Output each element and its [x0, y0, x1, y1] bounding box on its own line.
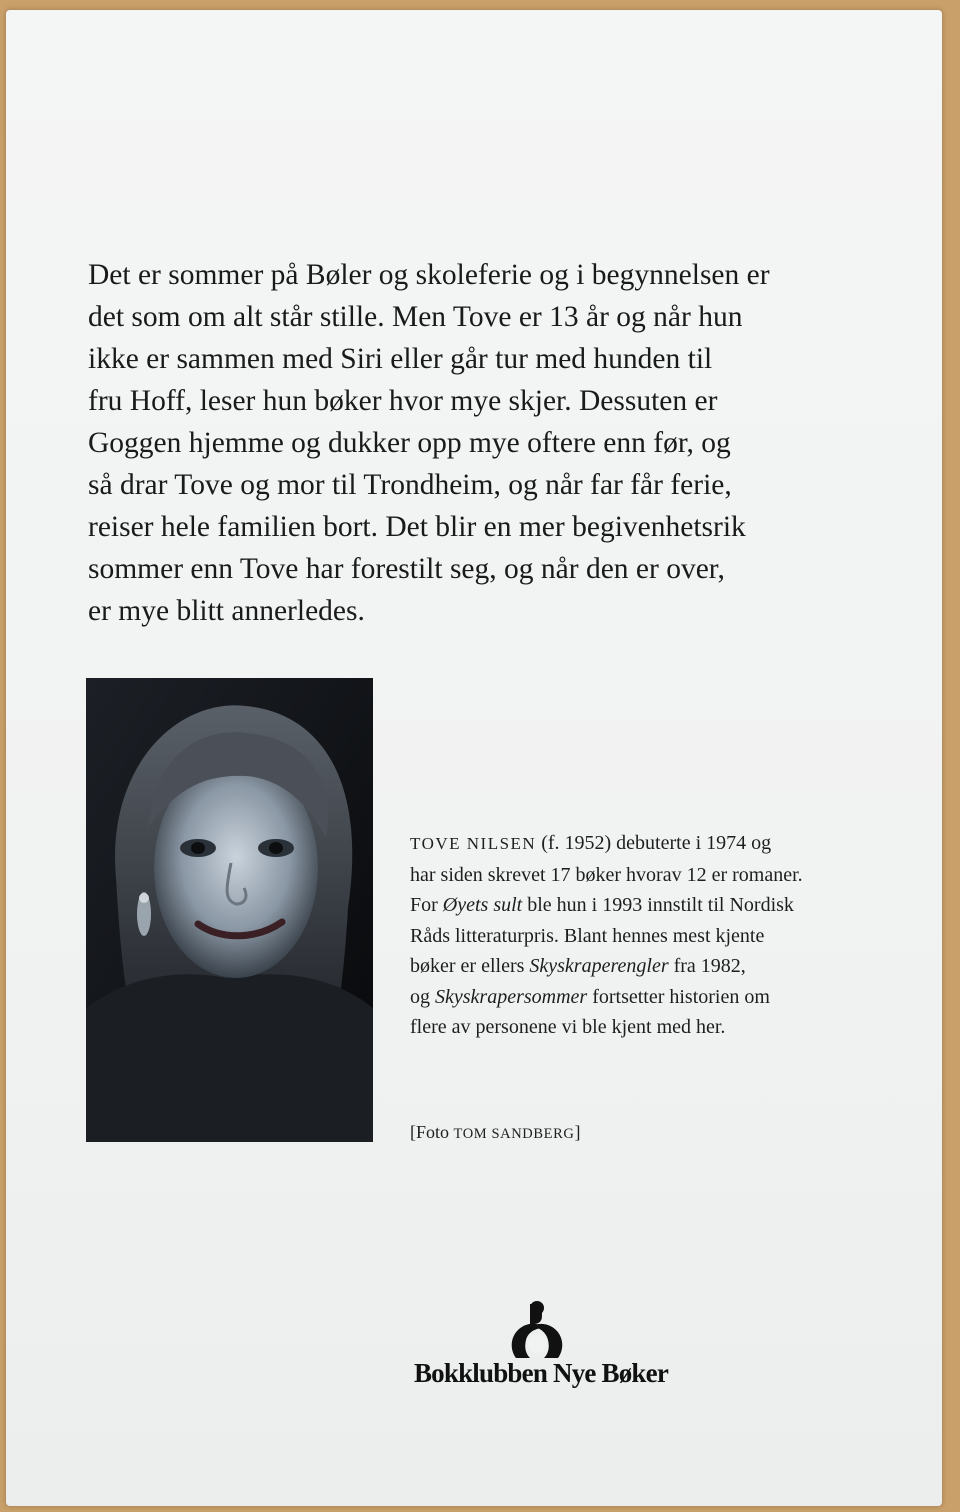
photographer-name: TOM SANDBERG — [453, 1126, 575, 1142]
publisher-name: Bokklubben Nye Bøker — [413, 1358, 669, 1388]
blurb-text — [88, 254, 888, 632]
book-back-cover — [6, 10, 942, 1506]
author-portrait-photo — [86, 678, 373, 1142]
blurb-line: ikke er sammen med Siri eller går tur med hunden til — [88, 343, 713, 375]
blurb-line: fru Hoff, leser hun bøker hvor mye skjer. Dessuten er — [88, 385, 718, 417]
book-title: Skyskraperengler — [529, 955, 669, 977]
author-name: TOVE NILSEN — [410, 834, 537, 853]
blurb-line: sommer enn Tove har forestilt seg, og når den er over, — [88, 553, 725, 585]
bio-line: TOVE NILSEN (f. 1952) debuterte i 1974 og — [410, 832, 772, 854]
publisher-logo-icon — [508, 1300, 566, 1362]
bio-line: For Øyets sult ble hun i 1993 innstilt til Nordisk — [410, 894, 794, 916]
photo-credit: [Foto TOM SANDBERG] — [410, 1122, 581, 1142]
blurb-line: Goggen hjemme og dukker opp mye oftere enn før, og — [88, 427, 731, 459]
book-title: Skyskrapersommer — [435, 985, 588, 1008]
book-title: Øyets sult — [442, 894, 523, 916]
blurb-line: Det er sommer på Bøler og skoleferie og i begynnelsen er — [88, 259, 770, 291]
bio-line: og Skyskrapersommer fortsetter historien om — [410, 985, 770, 1008]
bio-line: bøker er ellers Skyskraperengler fra 1982, — [410, 955, 746, 977]
bio-line: har siden skrevet 17 bøker hvorav 12 er romaner. — [410, 863, 803, 886]
bio-line: Råds litteraturpris. Blant hennes mest kjente — [410, 924, 765, 947]
blurb-line: det som om alt står stille. Men Tove er 13 år og når hun — [88, 301, 743, 333]
author-bio — [410, 828, 910, 1043]
blurb-line: reiser hele familien bort. Det blir en mer begivenhetsrik — [88, 511, 746, 543]
bio-line: flere av personene vi ble kjent med her. — [410, 1016, 726, 1038]
portrait-illustration — [86, 678, 373, 1142]
blurb-line: så drar Tove og mor til Trondheim, og når far får ferie, — [88, 469, 732, 501]
blurb-line: er mye blitt annerledes. — [88, 595, 365, 627]
